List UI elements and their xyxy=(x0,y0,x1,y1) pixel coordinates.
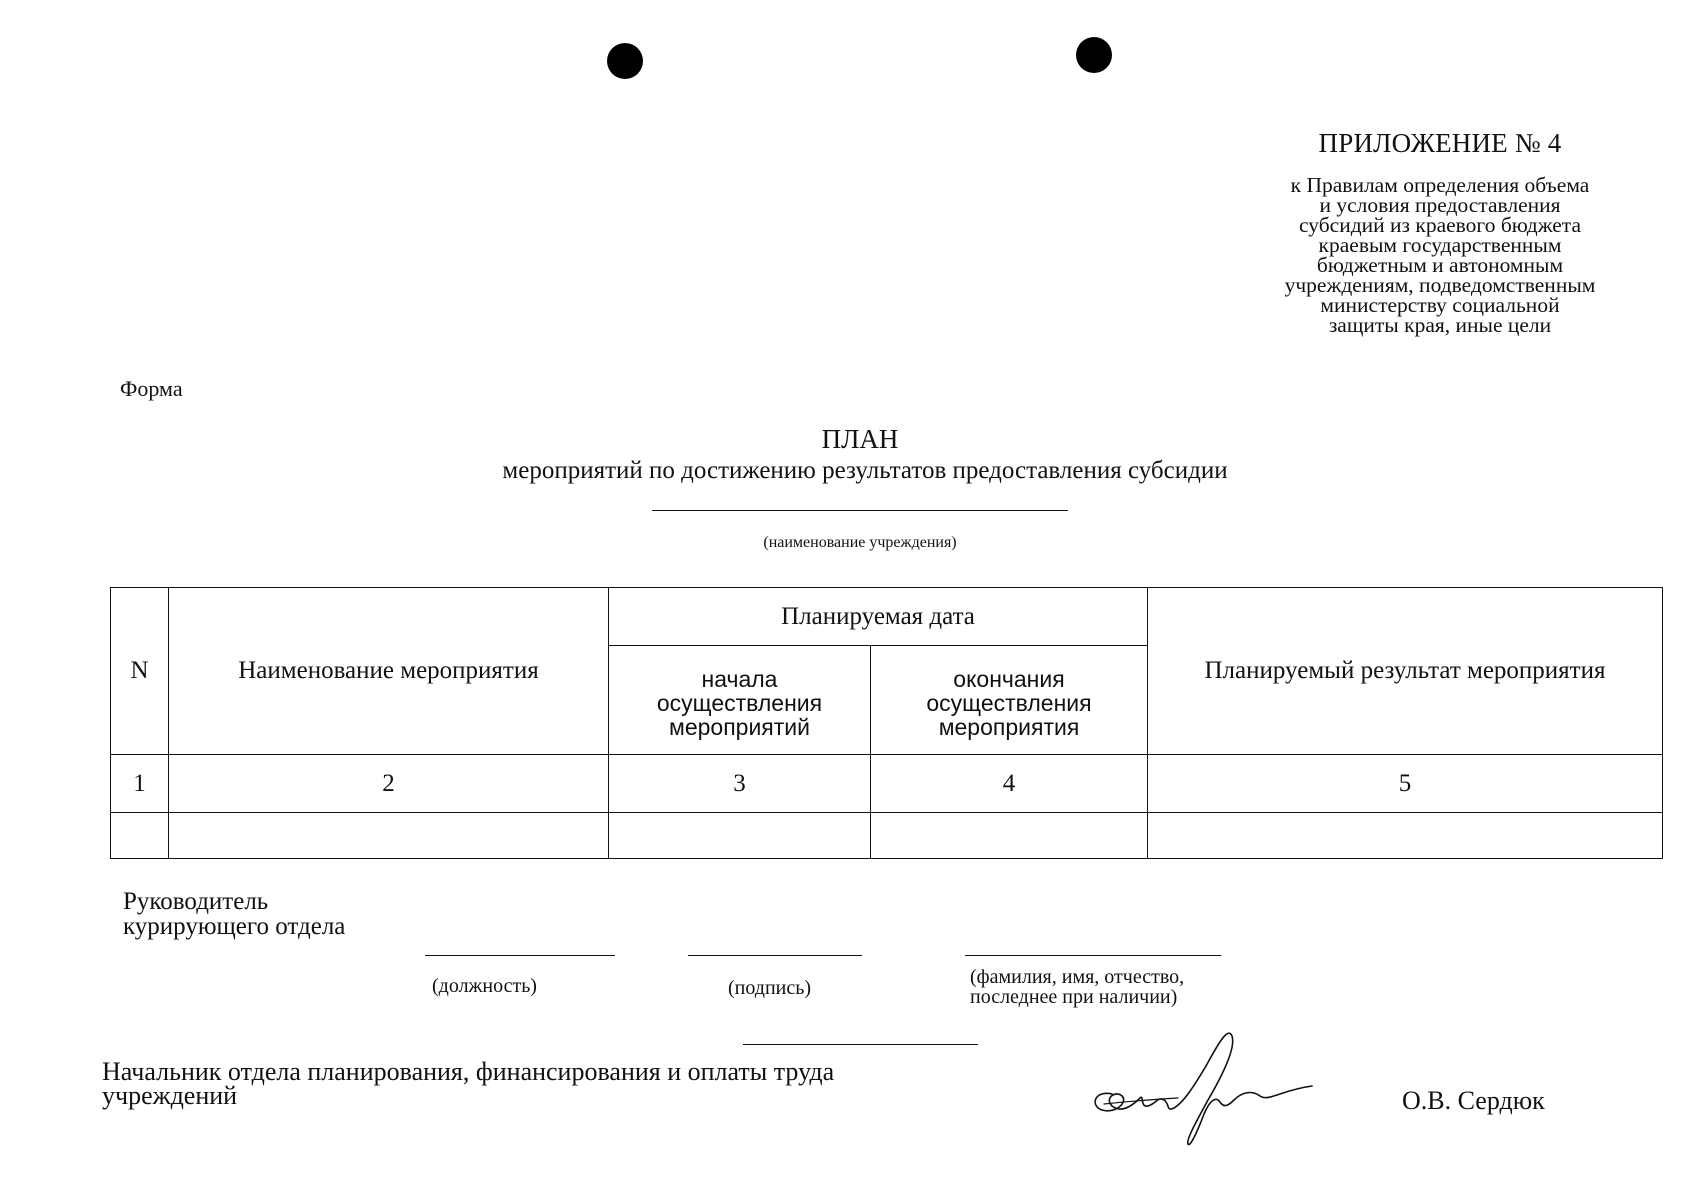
appendix-line: субсидий из краевого бюджета xyxy=(1298,213,1582,237)
header-planned-date: Планируемая дата xyxy=(609,588,1148,646)
institution-name-line xyxy=(652,510,1068,511)
fullname-caption-line: последнее при наличии) xyxy=(970,986,1178,1008)
punch-hole-right xyxy=(1076,37,1112,73)
header-event-name: Наименование мероприятия xyxy=(169,588,609,755)
appendix-line: бюджетным и автономным xyxy=(1316,253,1564,277)
header-n: N xyxy=(111,588,169,755)
signature-caption: (подпись) xyxy=(728,977,812,999)
fullname-line xyxy=(965,955,1221,956)
header-start-date xyxy=(609,646,871,754)
appendix-line: краевым государственным xyxy=(1318,233,1562,257)
head-label-line: Руководитель xyxy=(123,888,269,915)
signature-line xyxy=(688,955,862,956)
empty-cell xyxy=(169,812,609,858)
appendix-line: министерству социальной xyxy=(1320,293,1560,317)
header-end-date xyxy=(871,646,1148,754)
fullname-caption xyxy=(970,967,1184,1007)
extra-signature-line xyxy=(743,1044,978,1045)
appendix-line: защиты края, иные цели xyxy=(1328,313,1552,337)
column-number-cell: 5 xyxy=(1148,754,1663,812)
appendix-text xyxy=(1240,175,1640,335)
column-number-cell: 1 xyxy=(111,754,169,812)
column-number-cell: 2 xyxy=(169,754,609,812)
head-label-line: курирующего отдела xyxy=(123,913,346,940)
plan-subtitle: мероприятий по достижению результатов предоставления субсидии xyxy=(502,457,1228,484)
fullname-caption-line: (фамилия, имя, отчество, xyxy=(970,966,1185,988)
empty-cell xyxy=(609,812,871,858)
header-end-line: мероприятия xyxy=(938,713,1080,740)
header-planned-result: Планируемый результат мероприятия xyxy=(1148,588,1663,755)
empty-cell xyxy=(1148,812,1663,858)
header-end-line: окончания xyxy=(953,665,1065,692)
empty-cell xyxy=(111,812,169,858)
header-start-line: осуществления xyxy=(656,689,823,716)
plan-title: ПЛАН xyxy=(821,424,899,454)
header-start-line: начала xyxy=(701,665,778,692)
signer-name: О.В. Сердюк xyxy=(1402,1086,1545,1115)
appendix-line: к Правилам определения объема xyxy=(1290,173,1590,197)
head-label xyxy=(123,889,345,939)
plan-table xyxy=(110,587,1663,859)
form-label: Форма xyxy=(120,376,183,401)
position-caption: (должность) xyxy=(432,975,537,997)
header-end-line: осуществления xyxy=(926,689,1092,716)
appendix-line: и условия предоставления xyxy=(1319,193,1561,217)
appendix-title: ПРИЛОЖЕНИЕ № 4 xyxy=(1318,128,1562,158)
chief-label-line: Начальник отдела планирования, финансирования и оплаты труда xyxy=(102,1057,835,1086)
column-number-cell: 3 xyxy=(609,754,871,812)
handwritten-signature xyxy=(1082,1026,1332,1156)
appendix-line: учреждениям, подведомственным xyxy=(1284,273,1596,297)
position-line xyxy=(425,955,615,956)
header-start-line: мероприятий xyxy=(669,713,810,740)
chief-label xyxy=(102,1057,835,1110)
punch-hole-left xyxy=(607,43,643,79)
chief-label-line: учреждений xyxy=(102,1081,238,1110)
institution-caption: (наименование учреждения) xyxy=(763,534,957,551)
column-number-cell: 4 xyxy=(871,754,1148,812)
empty-cell xyxy=(871,812,1148,858)
